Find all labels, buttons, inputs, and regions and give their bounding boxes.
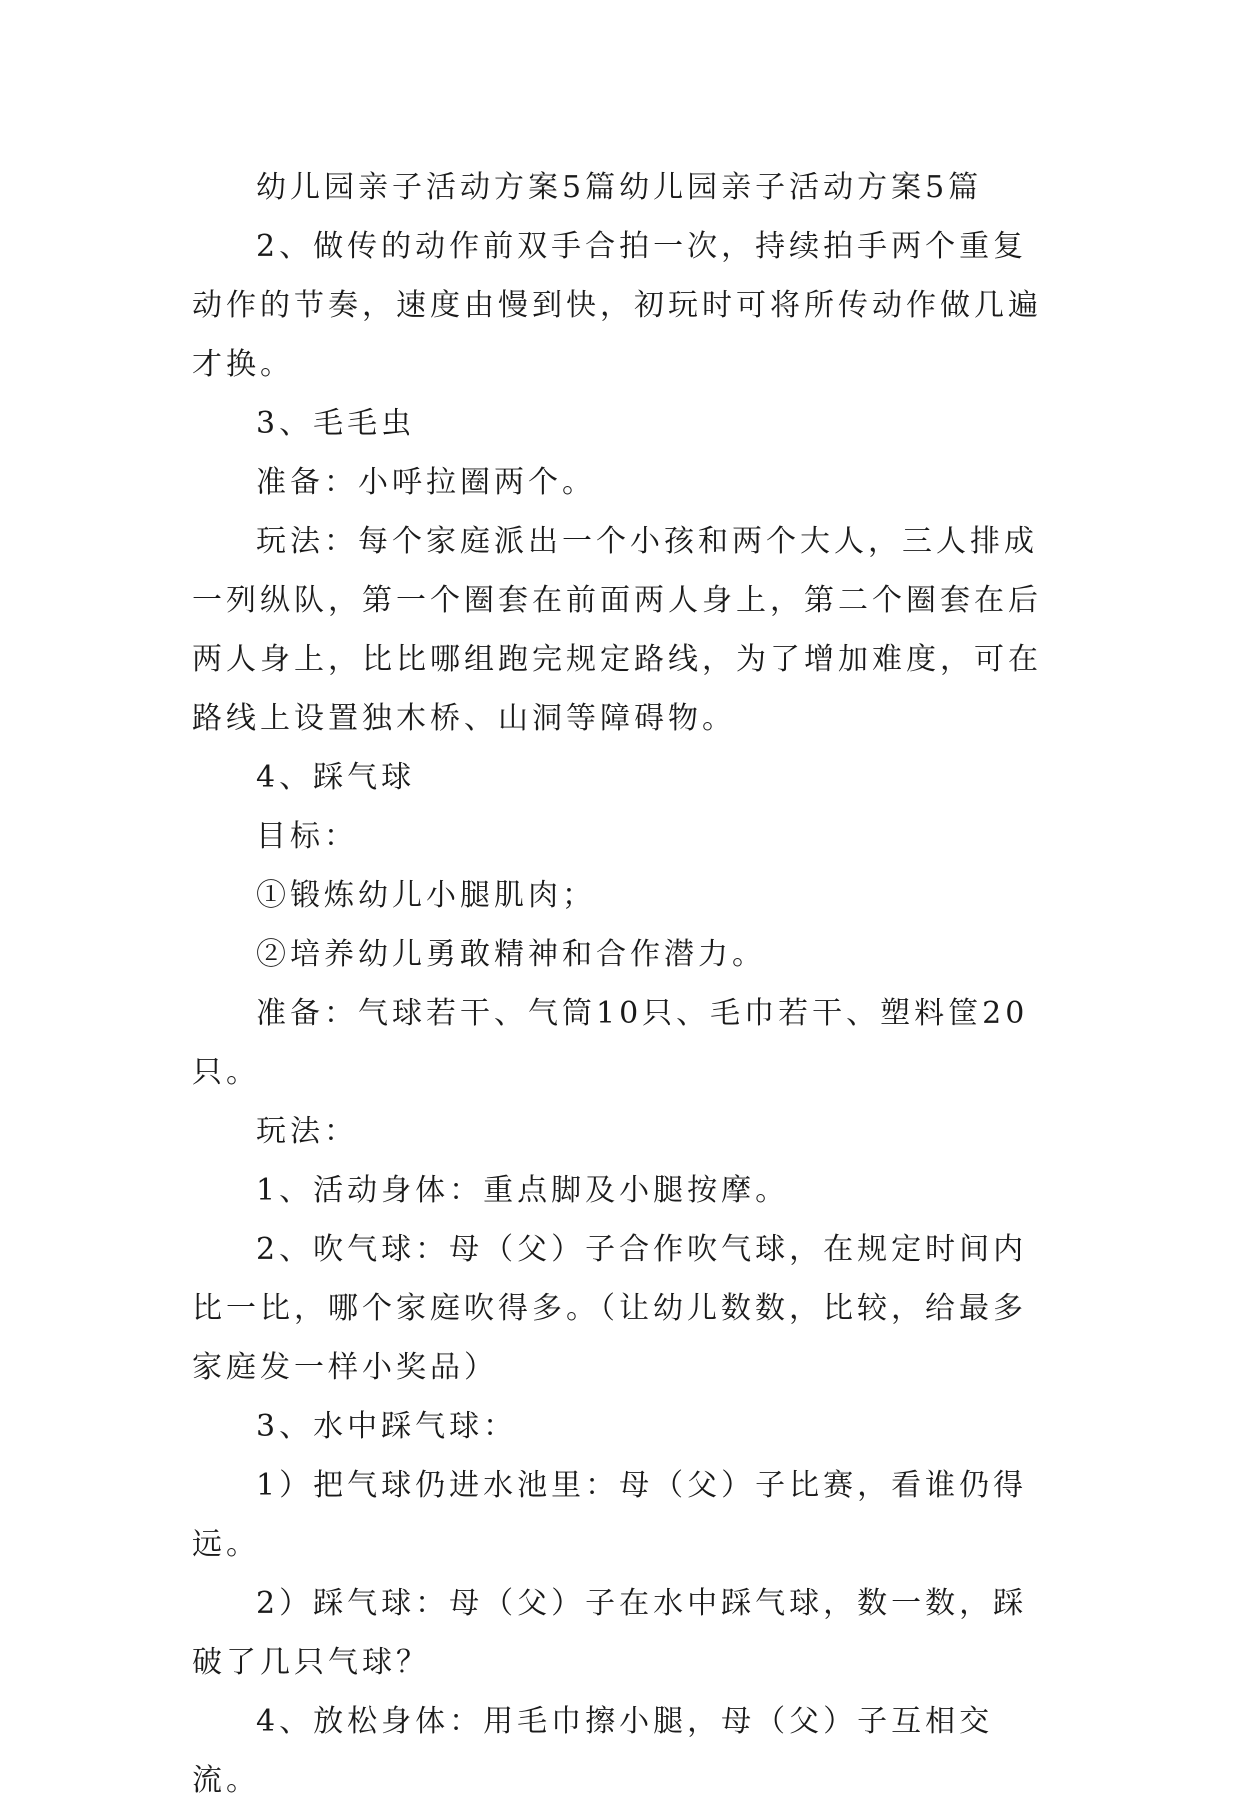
- paragraph: 2、做传的动作前双手合拍一次，持续拍手两个重复动作的节奏，速度由慢到快，初玩时可将所传动作做几遍才换。: [192, 229, 1042, 382]
- list-item: ①锻炼幼儿小腿肌肉；: [256, 878, 596, 913]
- list-item: 2、吹气球：母（父）子合作吹气球，在规定时间内比一比，哪个家庭吹得多。（让幼儿数数，比较，给最多家庭发一样小奖品）: [192, 1232, 1028, 1385]
- paragraph: 准备：小呼拉圈两个。: [256, 465, 596, 500]
- paragraph: 玩法：: [256, 1114, 358, 1149]
- sub-list-item: 2）踩气球：母（父）子在水中踩气球，数一数，踩破了几只气球？: [192, 1586, 1028, 1680]
- list-item: ②培养幼儿勇敢精神和合作潜力。: [256, 937, 766, 972]
- list-item: 3、水中踩气球：: [256, 1409, 518, 1444]
- section-heading: 3、毛毛虫: [256, 406, 416, 441]
- sub-list-item: 1）把气球仍进水池里：母（父）子比赛，看谁仍得远。: [192, 1468, 1028, 1562]
- paragraph: 目标：: [256, 819, 358, 854]
- paragraph: 准备：气球若干、气筒10只、毛巾若干、塑料筐20只。: [192, 996, 1029, 1090]
- section-heading: 4、踩气球: [256, 760, 416, 795]
- list-item: 1、活动身体：重点脚及小腿按摩。: [256, 1173, 790, 1208]
- paragraph: 玩法：每个家庭派出一个小孩和两个大人，三人排成一列纵队，第一个圈套在前面两人身上，第二个圈套在后两人身上，比比哪组跑完规定路线，为了增加难度，可在路线上设置独木桥、山洞等障碍物。: [192, 524, 1042, 736]
- document-title-line: 幼儿园亲子活动方案5篇幼儿园亲子活动方案5篇: [256, 170, 983, 205]
- list-item: 4、放松身体：用毛巾擦小腿，母（父）子互相交流。: [192, 1704, 994, 1798]
- document-body: [192, 158, 1052, 1810]
